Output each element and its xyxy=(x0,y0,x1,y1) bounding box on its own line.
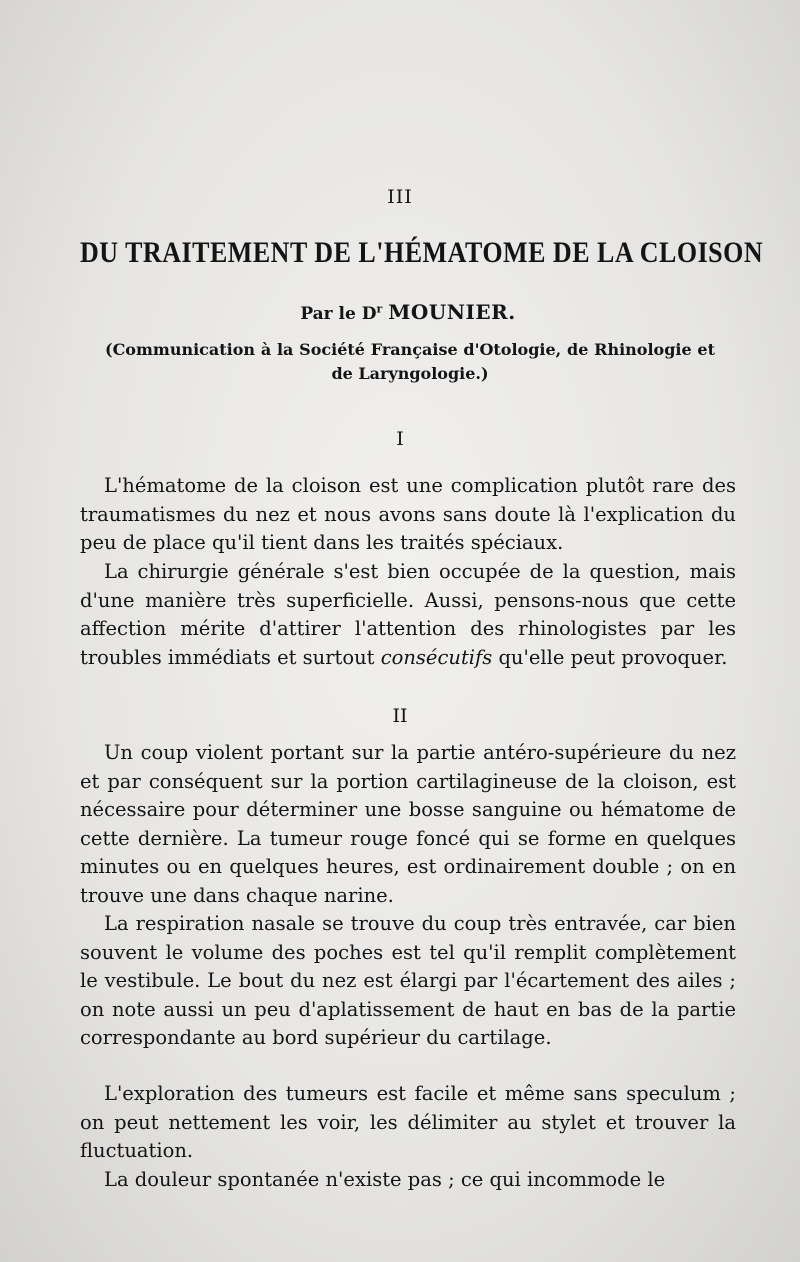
byline-sup: r xyxy=(376,302,383,316)
paragraph-text: qu'elle peut provoquer. xyxy=(492,645,728,669)
paragraph: Un coup violent portant sur la partie antéro-supérieure du nez et par conséquent sur la portion cartilagineuse de la cloison, est nécessaire pour déterminer une bosse sanguine ou hématome de cette dernière. La tumeur rouge foncé qui se forme en quelques minutes ou en quelques heures, est ordinairement double ; on en trouve une dans chaque narine. xyxy=(80,741,736,907)
author-name: MOUNIER. xyxy=(388,300,516,324)
section-heading-i: I xyxy=(396,428,404,450)
section-number: III xyxy=(387,186,413,208)
paragraph: La respiration nasale se trouve du coup très entravée, car bien souvent le volume des poches est tel qu'il remplit complètement le vestibule. Le bout du nez est élargi par l'écartement des ailes ; on note aussi un peu d'aplatissement de haut en bas de la partie correspondante au bord supérieur du cartilage. xyxy=(80,912,736,1049)
byline xyxy=(80,300,736,324)
section-heading-ii: II xyxy=(392,705,408,727)
article-title: DU TRAITEMENT DE L'HÉMATOME DE LA CLOISON xyxy=(80,235,764,270)
paragraph xyxy=(80,558,736,672)
communication-note: (Communication à la Société Française d'Otologie, de Rhinologie et de Laryngologie.) xyxy=(105,340,715,383)
paragraph-text: La chirurgie générale s'est bien occupée de la question, mais d'une manière très superficielle. Aussi, pensons-nous que cette affection mérite d'attirer l'attention des rhinologistes par les troubles immédiats et surtout xyxy=(80,560,736,669)
italic-term: consécutifs xyxy=(380,645,493,669)
paragraph: L'hématome de la cloison est une complication plutôt rare des traumatismes du nez et nous avons sans doute là l'explication du peu de place qu'il tient dans les traités spéciaux. xyxy=(80,474,736,554)
paragraph: La douleur spontanée n'existe pas ; ce qui incommode le xyxy=(104,1168,666,1191)
paragraph: L'exploration des tumeurs est facile et même sans speculum ; on peut nettement les voir, les délimiter au stylet et trouver la fluctuation. xyxy=(80,1082,736,1162)
byline-prefix: Par le D xyxy=(300,304,377,324)
